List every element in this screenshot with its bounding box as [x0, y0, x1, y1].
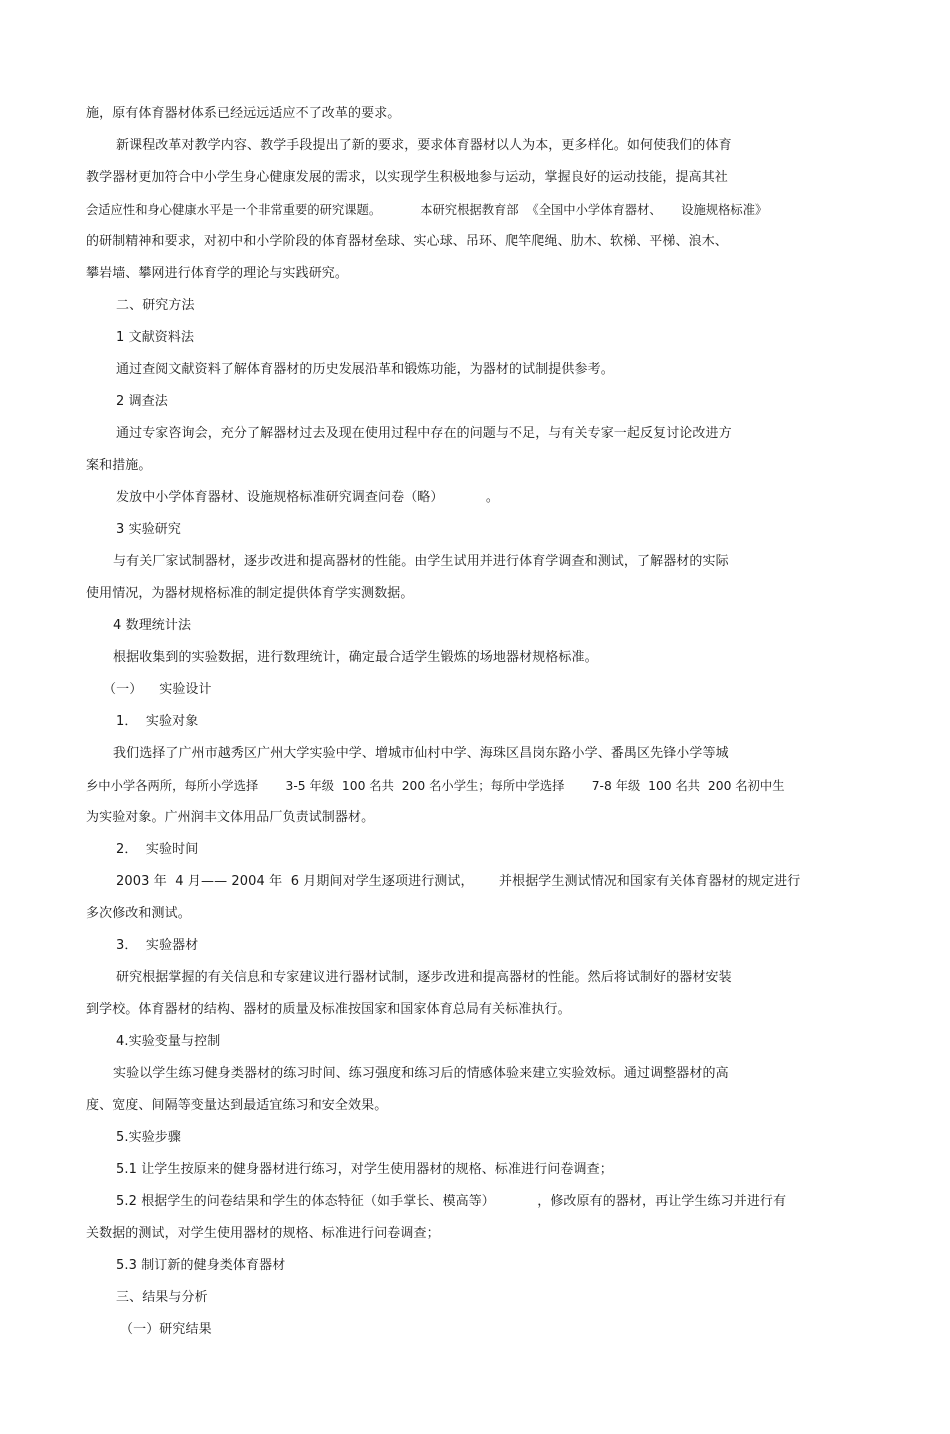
section-heading: 二、研究方法 — [116, 298, 195, 313]
text-line: 发放中小学体育器材、设施规格标准研究调查问卷（略） 。 — [116, 490, 499, 505]
text-line: 多次修改和测试。 — [86, 906, 191, 921]
text-line: 教学器材更加符合中小学生身心健康发展的需求，以实现学生积极地参与运动，掌握良好的运动技能，提高其社 — [86, 170, 728, 185]
text-line: 的研制精神和要求，对初中和小学阶段的体育器材垒球、实心球、吊环、爬竿爬绳、肋木、软梯、平梯、浪木、 — [86, 234, 728, 249]
text-line: 通过专家咨询会，充分了解器材过去及现在使用过程中存在的问题与不足，与有关专家一起反复讨论改进方 — [116, 426, 732, 441]
text-line: 我们选择了广州市越秀区广州大学实验中学、增城市仙村中学、海珠区昌岗东路小学、番禺区先锋小学等城 — [113, 746, 729, 761]
text-line: 攀岩墙、攀网进行体育学的理论与实践研究。 — [86, 266, 349, 281]
text-line: 新课程改革对教学内容、教学手段提出了新的要求，要求体育器材以人为本，更多样化。如何使我们的体育 — [116, 138, 732, 153]
subsection-heading: 2． 实验时间 — [116, 842, 199, 857]
subsection-heading: 3． 实验器材 — [116, 938, 199, 953]
text-line: 5.2 根据学生的问卷结果和学生的体态特征（如手掌长、模高等） ，修改原有的器材，再让学生练习并进行有 — [116, 1194, 787, 1209]
subsection-heading: （一）研究结果 — [120, 1322, 212, 1337]
text-line: 度、宽度、间隔等变量达到最适宜练习和安全效果。 — [86, 1098, 388, 1113]
text-line: 到学校。体育器材的结构、器材的质量及标准按国家和国家体育总局有关标准执行。 — [86, 1002, 571, 1017]
text-line: 为实验对象。广州润丰文体用品厂负责试制器材。 — [86, 810, 375, 825]
text-line: 会适应性和身心健康水平是一个非常重要的研究课题。 本研究根据教育部 《全国中小学体育器材、 设施规格标准》 — [86, 203, 768, 217]
text-line: 通过查阅文献资料了解体育器材的历史发展沿革和锻炼功能，为器材的试制提供参考。 — [116, 362, 614, 377]
text-line: 5.3 制订新的健身类体育器材 — [116, 1258, 286, 1273]
text-line: 使用情况，为器材规格标准的制定提供体育学实测数据。 — [86, 586, 414, 601]
text-line: 2003 年 4 月—— 2004 年 6 月期间对学生逐项进行测试， 并根据学生测试情况和国家有关体育器材的规定进行 — [116, 874, 801, 889]
text-line: 案和措施。 — [86, 458, 152, 473]
text-line: 乡中小学各两所，每所小学选择 3-5 年级 100 名共 200 名小学生；每所中学选择 7-8 年级 100 名共 200 名初中生 — [86, 779, 785, 793]
text-line: 关数据的测试，对学生使用器材的规格、标准进行问卷调查； — [86, 1226, 440, 1241]
subsection-heading: 2 调查法 — [116, 394, 168, 409]
subsection-heading: 5.实验步骤 — [116, 1130, 182, 1145]
text-line: 5.1 让学生按原来的健身器材进行练习，对学生使用器材的规格、标准进行问卷调查； — [116, 1162, 613, 1177]
subsection-heading: 1 文献资料法 — [116, 330, 195, 345]
text-line: 实验以学生练习健身类器材的练习时间、练习强度和练习后的情感体验来建立实验效标。通过调整器材的高 — [113, 1066, 729, 1081]
text-line: 根据收集到的实验数据，进行数理统计，确定最合适学生锻炼的场地器材规格标准。 — [113, 650, 598, 665]
text-line: 施，原有体育器材体系已经远远适应不了改革的要求。 — [86, 106, 401, 121]
subsection-heading: 3 实验研究 — [116, 522, 182, 537]
subsection-heading: 4.实验变量与控制 — [116, 1034, 221, 1049]
section-heading: 三、结果与分析 — [116, 1290, 208, 1305]
text-line: 研究根据掌握的有关信息和专家建议进行器材试制，逐步改进和提高器材的性能。然后将试制好的器材安装 — [116, 970, 732, 985]
subsection-heading: 4 数理统计法 — [113, 618, 192, 633]
subsection-heading: 1． 实验对象 — [116, 714, 199, 729]
section-heading: （一） 实验设计 — [103, 682, 212, 697]
text-line: 与有关厂家试制器材，逐步改进和提高器材的性能。由学生试用并进行体育学调查和测试，了解器材的实际 — [113, 554, 729, 569]
